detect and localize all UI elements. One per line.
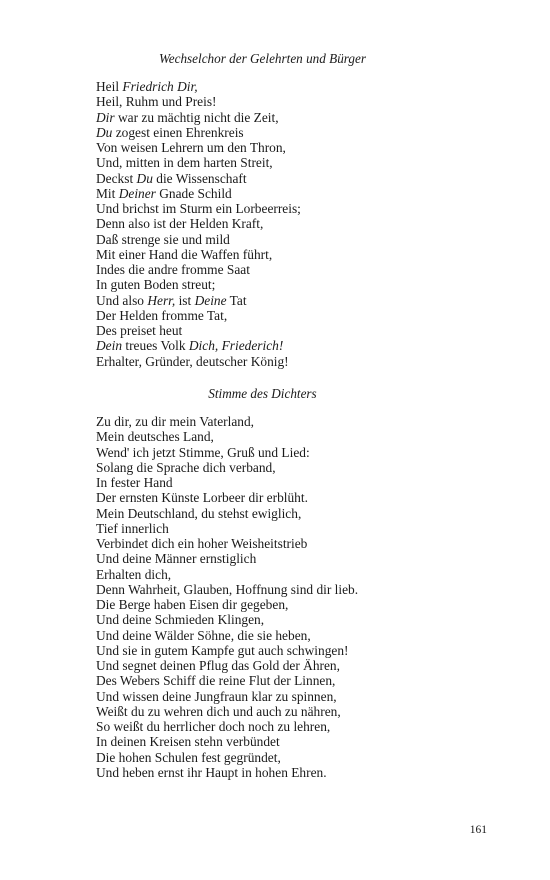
poem-line (96, 247, 301, 262)
poem-line (96, 719, 358, 734)
poem-line-text: Wend' ich jetzt Stimme, Gruß und Lied: (96, 444, 310, 460)
poem-line-text: war zu mächtig nicht die Zeit, (114, 109, 279, 125)
poem-line-text: Der Helden fromme Tat, (96, 307, 228, 323)
poem-line (96, 354, 301, 369)
poem-line-emphasis: Dein (96, 338, 123, 354)
poem-line (96, 414, 358, 429)
poem-line (96, 201, 301, 216)
poem-line-text: Und deine Wälder Söhne, die sie heben, (96, 627, 311, 643)
poem-line (96, 171, 301, 186)
poem-line (96, 643, 358, 658)
poem-line (96, 567, 358, 582)
poem-line (96, 597, 358, 612)
poem-line (96, 323, 301, 338)
poem-line (96, 429, 358, 444)
poem-line-text: Denn Wahrheit, Glauben, Hoffnung sind dir lieb. (96, 581, 359, 597)
poem-line-emphasis: Du (136, 170, 153, 186)
poem-line-text: Mein deutsches Land, (96, 429, 214, 445)
poem-line-text: Und, mitten in dem harten Streit, (96, 155, 273, 171)
poem-line-emphasis: Deine (194, 292, 227, 308)
poem-line-text: zogest einen Ehrenkreis (112, 124, 244, 140)
poem-line-text: Der ernsten Künste Lorbeer dir erblüht. (96, 490, 308, 506)
poem-line (96, 140, 301, 155)
poem-line-text: Und deine Schmieden Klingen, (96, 612, 265, 628)
poem-line (96, 232, 301, 247)
poem-line (96, 460, 358, 475)
poem-line-emphasis: Du (96, 124, 113, 140)
poem-line (96, 765, 358, 780)
poem-line-text: Und sie in gutem Kampfe gut auch schwingen! (96, 642, 349, 658)
poem-line (96, 658, 358, 673)
poem-line-text: Weißt du zu wehren dich und auch zu nähren, (96, 703, 341, 719)
poem-line (96, 673, 358, 688)
poem-line (96, 338, 301, 353)
poem-line-text: Gnade Schild (155, 185, 232, 201)
poem-line-text: Mein Deutschland, du stehst ewiglich, (96, 505, 302, 521)
poem-line (96, 521, 358, 536)
poem-line (96, 445, 358, 460)
poem-line-text: Des preiset heut (96, 323, 183, 338)
poem-line (96, 475, 358, 490)
poem-line-emphasis: Herr, (147, 292, 176, 308)
section-heading-chorus: Wechselchor der Gelehrten und Bürger (158, 51, 367, 66)
poem-line-text: Tat (226, 292, 247, 308)
poem-line (96, 506, 358, 521)
poem-line (96, 308, 301, 323)
poem-line-text: Und brichst im Sturm ein Lorbeerreis; (96, 201, 301, 216)
poem-line-text: Deckst (96, 170, 137, 186)
poem-line (96, 628, 358, 643)
poem-line-emphasis: Deiner (118, 185, 156, 201)
poem-line-text: Zu dir, zu dir mein Vaterland, (96, 414, 254, 429)
poem-line-text: Des Webers Schiff die reine Flut der Linnen, (96, 673, 336, 689)
poem-line-text: Und deine Männer ernstiglich (96, 551, 257, 567)
page-number: 161 (469, 824, 487, 836)
poem-line-text: Indes die andre fromme Saat (96, 262, 250, 277)
poem-line-text: Die hohen Schulen fest gegründet, (96, 749, 281, 765)
poem-line (96, 125, 301, 140)
poem-line-text: ist (175, 292, 195, 308)
poem-line-text: Die Berge haben Eisen dir gegeben, (96, 597, 289, 612)
section-heading-poet: Stimme des Dichters (208, 386, 317, 401)
poem-line-text: Erhalter, Gründer, deutscher König! (96, 353, 289, 369)
poem-line-emphasis: Friedrich Dir, (122, 79, 198, 94)
poem-line-text: Tief innerlich (96, 520, 169, 536)
poem-stanza-chorus (96, 79, 301, 369)
poem-line-text: In guten Boden streut; (96, 277, 216, 293)
poem-line-emphasis: Dich, Friederich! (188, 338, 284, 354)
poem-line (96, 155, 301, 170)
poem-line (96, 94, 301, 109)
poem-line (96, 186, 301, 201)
poem-line (96, 277, 301, 292)
poem-line-text: Mit (96, 185, 119, 201)
poem-line-text: In fester Hand (96, 475, 173, 490)
poem-line-text: So weißt du herrlicher doch noch zu lehren, (96, 719, 331, 734)
poem-line-text: Heil (96, 79, 123, 94)
poem-line (96, 612, 358, 627)
poem-line (96, 582, 358, 597)
poem-line-text: Denn also ist der Helden Kraft, (96, 216, 264, 232)
poem-line-text: Und wissen deine Jungfraun klar zu spinnen, (96, 688, 337, 704)
poem-line-text: die Wissenschaft (152, 170, 247, 186)
poem-line-text: Und also (96, 292, 148, 308)
poem-line (96, 536, 358, 551)
poem-line-text: Heil, Ruhm und Preis! (96, 94, 217, 110)
poem-line (96, 704, 358, 719)
poem-line-text: Und heben ernst ihr Haupt in hohen Ehren. (96, 764, 327, 780)
poem-line (96, 293, 301, 308)
poem-line-text: Und segnet deinen Pflug das Gold der Ähren, (96, 658, 340, 673)
poem-line-text: Von weisen Lehrern um den Thron, (96, 140, 286, 155)
poem-line-text: In deinen Kreisen stehn verbündet (96, 734, 280, 750)
poem-line (96, 689, 358, 704)
poem-line (96, 216, 301, 231)
poem-line-text: Solang die Sprache dich verband, (96, 459, 276, 475)
poem-line-text: Verbindet dich ein hoher Weisheitstrieb (96, 536, 308, 551)
poem-line-emphasis: Dir (96, 109, 115, 125)
poem-line (96, 750, 358, 765)
poem-line-text: Daß strenge sie und mild (96, 231, 230, 247)
poem-line-text: treues Volk (122, 338, 189, 354)
poem-line (96, 490, 358, 505)
poem-line (96, 262, 301, 277)
poem-line-text: Mit einer Hand die Waffen führt, (96, 246, 273, 262)
poem-line-text: Erhalten dich, (96, 566, 172, 582)
poem-line (96, 79, 301, 94)
poem-line (96, 551, 358, 566)
poem-line (96, 110, 301, 125)
poem-line (96, 734, 358, 749)
poem-stanza-poet (96, 414, 358, 780)
